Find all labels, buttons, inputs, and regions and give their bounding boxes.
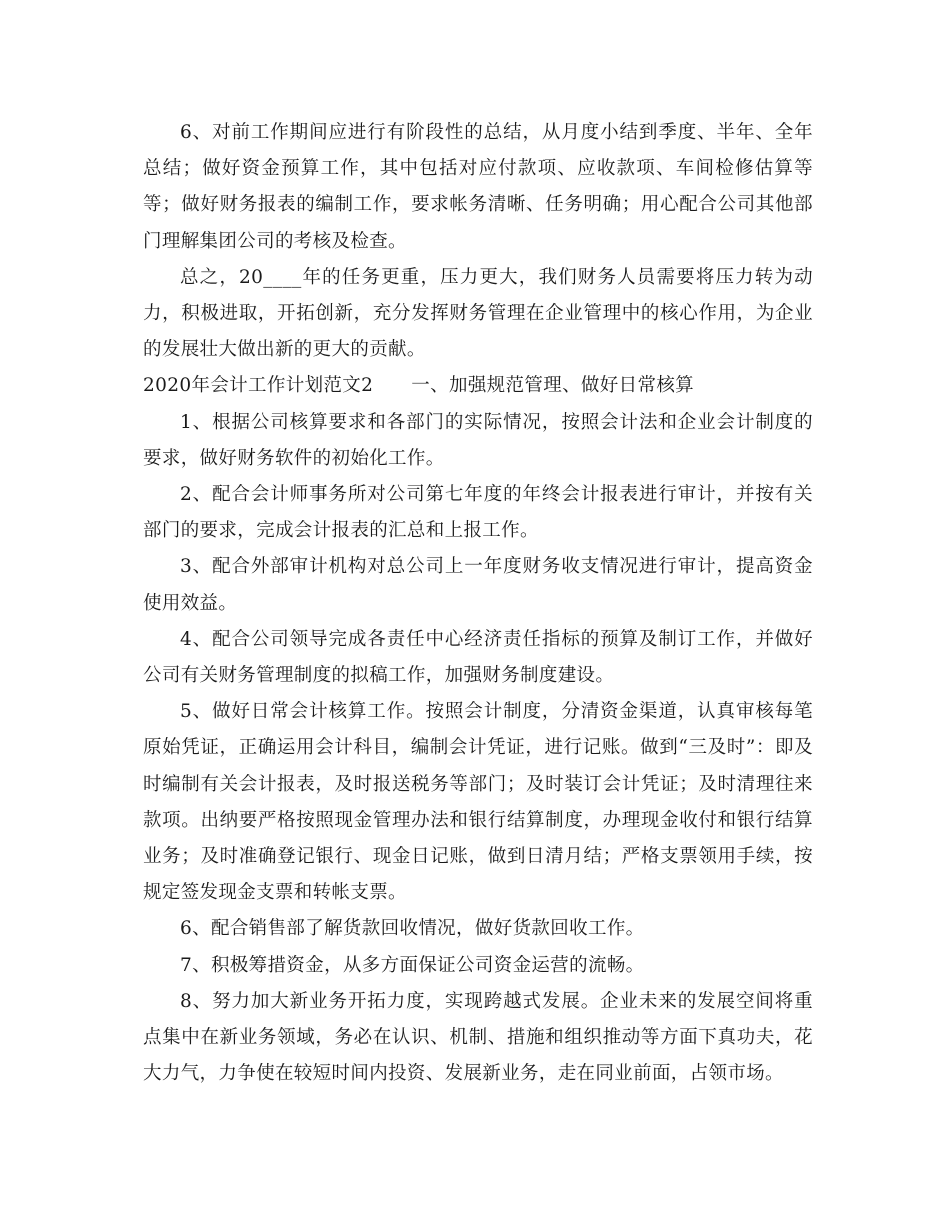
section-subtitle: 一、加强规范管理、做好日常核算 — [411, 375, 695, 397]
paragraph-item-6: 6、配合销售部了解货款回收情况，做好货款回收工作。 — [180, 918, 645, 940]
paragraph-item-4: 4、配合公司领导完成各责任中心经济责任指标的预算及制订工作，并做好公司有关财务管理制度的拟稿工作，加强财务制度建设。 — [143, 628, 813, 687]
paragraph-item-3: 3、配合外部审计机构对总公司上一年度财务收支情况进行审计，提高资金使用效益。 — [143, 556, 813, 614]
paragraph-conclusion: 总之，20____年的任务更重，压力更大，我们财务人员需要将压力转为动力，积极进取，开拓创新，充分发挥财务管理在企业管理中的核心作用，为企业的发展壮大做出新的更大的贡献。 — [143, 266, 813, 361]
section-title: 2020年会计工作计划范文2 — [143, 375, 374, 397]
paragraph-item-8: 8、努力加大新业务开拓力度，实现跨越式发展。企业未来的发展空间将重点集中在新业务领域，务必在认识、机制、措施和组织推动等方面下真功夫，花大力气，力争使在较短时间内投资、发展新业务，走在同业前面，占领市场。 — [143, 990, 813, 1085]
paragraph-summary-item-6: 6、对前工作期间应进行有阶段性的总结，从月度小结到季度、半年、全年总结；做好资金预算工作，其中包括对应付款项、应收款项、车间检修估算等等；做好财务报表的编制工作，要求帐务清晰、任务明确；用心配合公司其他部门理解集团公司的考核及检查。 — [143, 122, 813, 252]
document-body — [143, 115, 813, 1092]
paragraph-item-7: 7、积极筹措资金，从多方面保证公司资金运营的流畅。 — [180, 954, 645, 976]
section-heading — [143, 368, 813, 404]
paragraph-item-5: 5、做好日常会计核算工作。按照会计制度，分清资金渠道，认真审核每笔原始凭证，正确运用会计科目，编制会计凭证，进行记账。做到“三及时”：即及时编制有关会计报表，及时报送税务等部门；及时装订会计凭证；及时清理往来款项。出纳要严格按照现金管理办法和银行结算制度，办理现金收付和银行结算业务；及时准确登记银行、现金日记账，做到日清月结；严格支票领用手续，按规定签发现金支票和转帐支票。 — [143, 701, 813, 904]
paragraph-item-2: 2、配合会计师事务所对公司第七年度的年终会计报表进行审计，并按有关部门的要求，完成会计报表的汇总和上报工作。 — [143, 484, 813, 542]
paragraph-item-1: 1、根据公司核算要求和各部门的实际情况，按照会计法和企业会计制度的要求，做好财务软件的初始化工作。 — [143, 411, 813, 469]
